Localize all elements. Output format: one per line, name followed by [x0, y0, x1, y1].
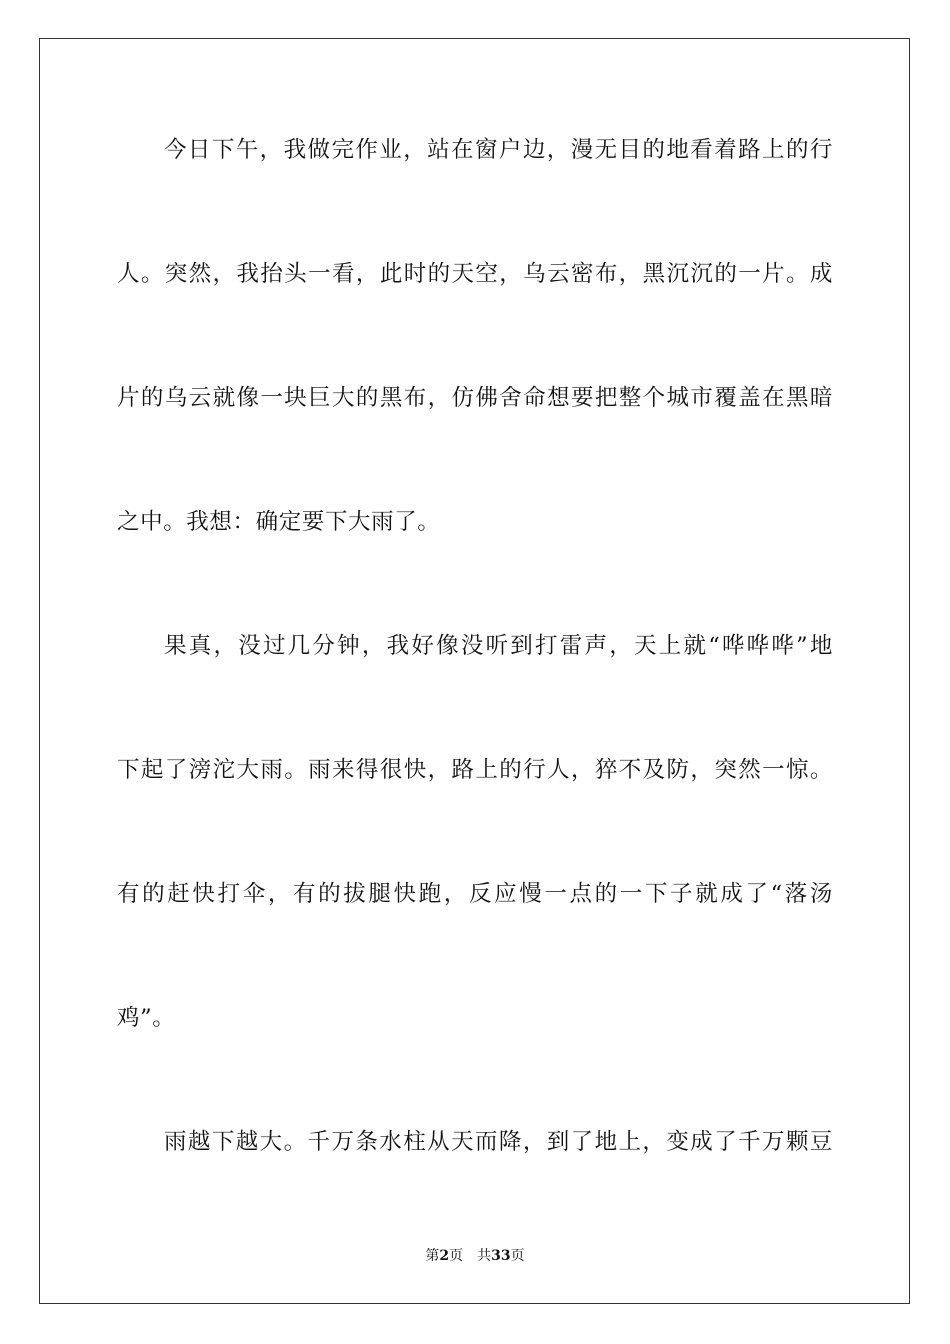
paragraph-1-line-2: 人。突然，我抬头一看，此时的天空，乌云密布，黑沉沉的一片。成: [117, 261, 833, 287]
paragraph-2-line-1: 果真，没过几分钟，我好像没听到打雷声，天上就“哗哗哗”地: [164, 633, 833, 659]
paragraph-2-line-2: 下起了滂沱大雨。雨来得很快，路上的行人，猝不及防，突然一惊。: [117, 757, 833, 783]
paragraph-2-line-3: 有的赶快打伞，有的拔腿快跑，反应慢一点的一下子就成了“落汤: [117, 881, 833, 907]
paragraph-1-line-4: 之中。我想：确定要下大雨了。: [117, 509, 441, 535]
page-prefix: 第: [425, 1248, 440, 1264]
paragraph-3-line-1: 雨越下越大。千万条水柱从天而降，到了地上，变成了千万颗豆: [164, 1129, 833, 1155]
page-footer: [0, 1246, 950, 1266]
paragraph-1-line-3: 片的乌云就像一块巨大的黑布，仿佛舍命想要把整个城市覆盖在黑暗: [117, 385, 833, 411]
total-prefix: 共: [477, 1248, 492, 1264]
paragraph-2-line-4: 鸡”。: [117, 1005, 176, 1031]
page-border: [39, 38, 910, 1304]
page-suffix: 页: [449, 1248, 464, 1264]
page-number: 2: [439, 1248, 450, 1264]
total-pages: 33: [491, 1248, 511, 1264]
paragraph-1-line-1: 今日下午，我做完作业，站在窗户边，漫无目的地看着路上的行: [164, 137, 833, 163]
total-suffix: 页: [510, 1248, 525, 1264]
